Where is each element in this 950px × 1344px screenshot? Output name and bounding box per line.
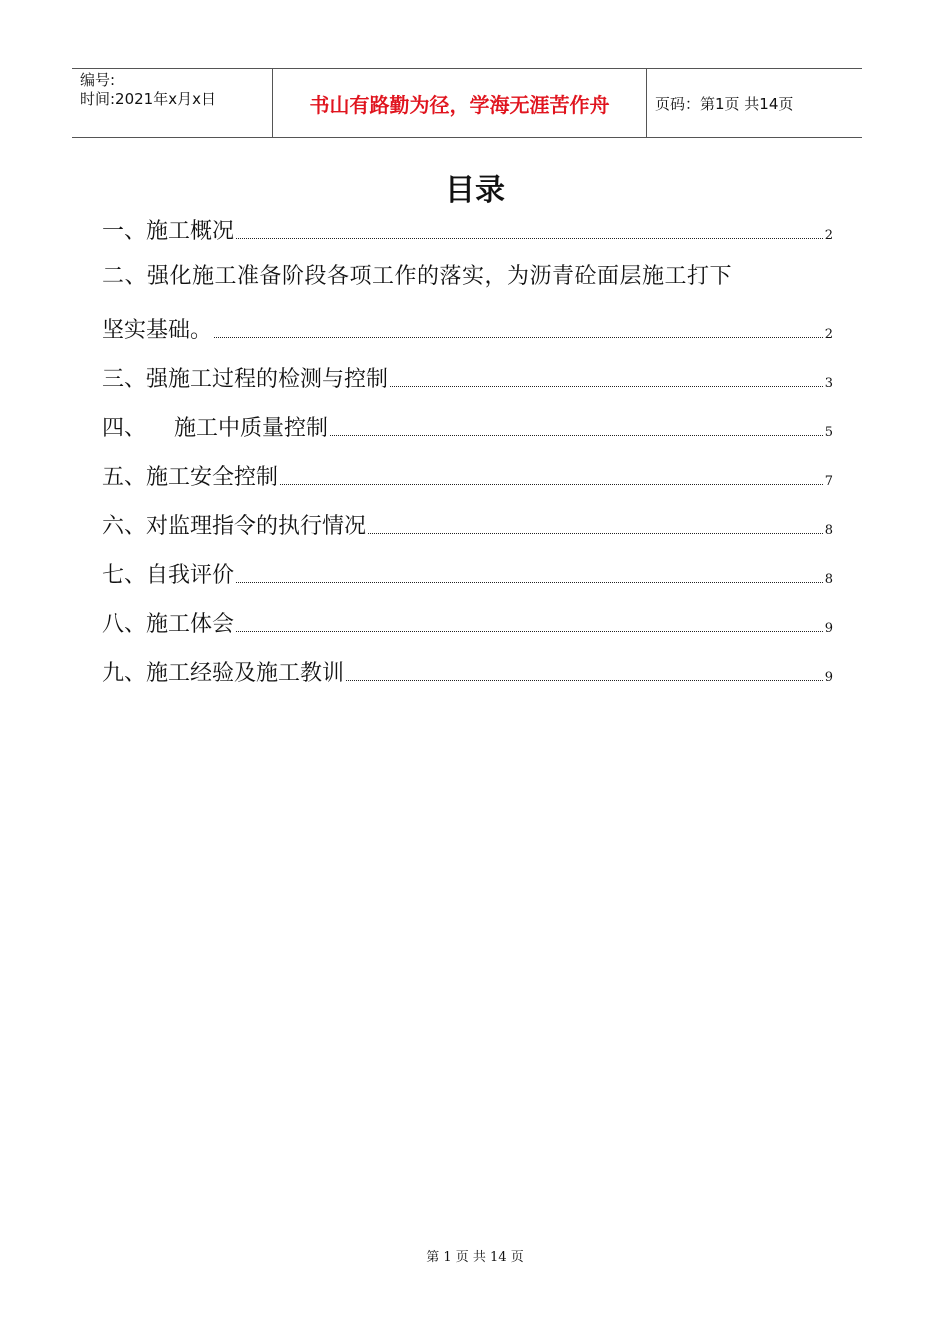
toc-entry-label: 六、对监理指令的执行情况: [102, 514, 367, 539]
toc-entry-page: 8: [824, 523, 833, 538]
header-meta: [72, 69, 272, 137]
toc-entry[interactable]: [102, 411, 833, 442]
toc-entry-page: 3: [824, 376, 833, 391]
toc-entry-page: 5: [824, 425, 833, 440]
toc-entry-page: 9: [824, 670, 833, 685]
toc-entry[interactable]: [102, 558, 833, 589]
header-page-info: 页码：第1页 共14页: [655, 94, 794, 113]
page-title: 目录: [445, 173, 505, 208]
document-header: [72, 68, 862, 138]
toc-entry[interactable]: [102, 509, 833, 540]
toc-entry-label: 四、 施工中质量控制: [102, 416, 328, 441]
header-motto: 书山有路勤为径，学海无涯苦作舟: [272, 69, 647, 137]
toc-entry-page: 7: [824, 474, 833, 489]
toc-entry-label: 三、强施工过程的检测与控制: [102, 367, 389, 392]
toc-entry[interactable]: [102, 460, 833, 491]
toc-entry[interactable]: [102, 656, 833, 687]
toc-entry-label-line1: 二、强化施工准备阶段各项工作的落实，为沥青砼面层施工打下: [102, 264, 733, 289]
toc-leader-dots: [236, 630, 823, 632]
toc-entry[interactable]: [102, 607, 833, 638]
toc-leader-dots: [390, 385, 823, 387]
toc-leader-dots: [330, 434, 823, 436]
toc-leader-dots: [280, 483, 823, 485]
toc-entry-page: 2: [824, 228, 833, 243]
toc-entry[interactable]: [102, 263, 833, 344]
document-number-label: 编号:: [80, 71, 116, 89]
toc-entry-label: 一、施工概况: [102, 219, 235, 244]
toc-entry-label: 七、自我评价: [102, 563, 235, 588]
toc-entry-page: 2: [824, 327, 833, 342]
page-footer: 第 1 页 共 14 页: [426, 1250, 524, 1265]
table-of-contents: [102, 214, 833, 705]
toc-entry[interactable]: [102, 362, 833, 393]
document-time-label: 时间:2021年x月x日: [80, 90, 216, 108]
toc-entry-label: 九、施工经验及施工教训: [102, 661, 345, 686]
toc-entry-page: 8: [824, 572, 833, 587]
toc-leader-dots: [214, 336, 823, 338]
toc-entry-label-line2: 坚实基础。: [102, 318, 213, 343]
toc-entry[interactable]: [102, 214, 833, 245]
toc-entry-page: 9: [824, 621, 833, 636]
toc-leader-dots: [236, 237, 823, 239]
toc-leader-dots: [346, 679, 823, 681]
toc-leader-dots: [368, 532, 823, 534]
toc-leader-dots: [236, 581, 823, 583]
toc-entry-label: 五、施工安全控制: [102, 465, 279, 490]
toc-entry-label: 八、施工体会: [102, 612, 235, 637]
